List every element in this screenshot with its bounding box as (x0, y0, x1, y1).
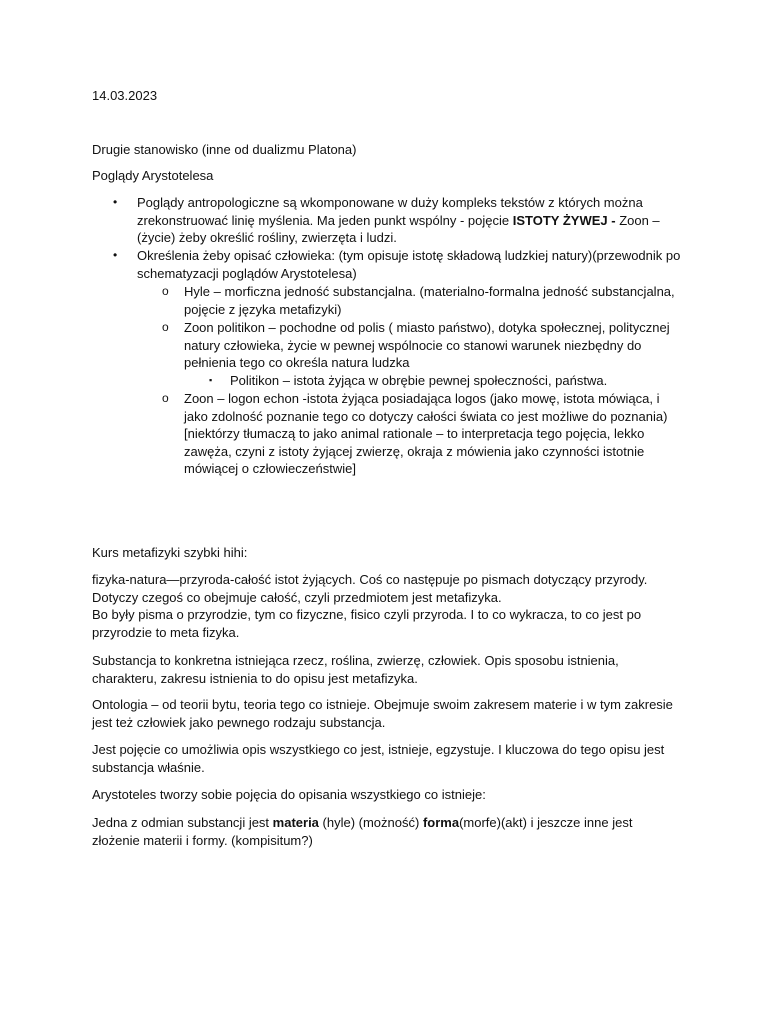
bullet-item-2: Określenia żeby opisać człowieka: (tym opisuje istotę składową ludzkiej natury)(przewodnik po schematyzacji poglądów Arystotelesa) (137, 248, 681, 281)
paragraph-fizyka-line2: Dotyczy czegoś co obejmuje całość, czyli przedmiotem jest metafizyka. (92, 589, 502, 605)
heading-position: Drugie stanowisko (inne od dualizmu Platona) (92, 142, 357, 157)
paragraph-fizyka (92, 571, 682, 641)
paragraph-arystoteles: Arystoteles tworzy sobie pojęcia do opisania wszystkiego co istnieje: (92, 787, 486, 802)
sub-item-zoon-logon-bracket: [niektórzy tłumaczą to jako animal rationale – to interpretacja tego pojęcia, lekko zawęża, czyni z istoty żyjącej zwierzę, okraja z mówienia jako czynności istotnie mówiącej o człowieczeństwie] (184, 426, 645, 476)
sub-item-zoon-politikon: Zoon politikon – pochodne od polis ( miasto państwo), dotyka społecznej, politycznej natury człowieka, życie w pewnej wspólnocie co stanowi warunek niezbędny do pełnienia tego co określa natura ludzka (184, 320, 670, 370)
heading-views: Poglądy Arystotelesa (92, 168, 214, 183)
sub-bullet-marker: o (162, 391, 169, 405)
sub-bullet-marker: o (162, 320, 169, 334)
bullet-marker: • (113, 248, 118, 262)
paragraph-ontologia: Ontologia – od teorii bytu, teoria tego co istnieje. Obejmuje swoim zakresem materie i w tym zakresie jest też człowiek jako pewnego rodzaju substancja. (92, 697, 673, 730)
paragraph-fizyka-line3: Bo były pisma o przyrodzie, tym co fizyczne, fisico czyli przyroda. I to co wykracza, to co jest po przyrodzie to meta fizyka. (92, 607, 642, 640)
bullet-marker: • (113, 195, 118, 209)
para6-text-3: (morfe)(akt) i jeszcze inne jest złożenie materii i formy. (kompisitum?) (92, 815, 633, 848)
sub-bullet-marker: o (162, 284, 169, 298)
paragraph-substancja: Substancja to konkretna istniejąca rzecz, roślina, zwierzę, człowiek. Opis sposobu istnienia, charakteru, zakresu istnienia to do opisu jest metafizyka. (92, 653, 619, 686)
sub-item-zoon-logon-text: Zoon – logon echon -istota żyjąca posiadająca logos (jako mowę, istota mówiąca, i jako zdolność poznanie tego co dotyczy całości świata co jest możliwe do poznania) (184, 391, 668, 424)
paragraph-materia-forma (92, 814, 682, 849)
para6-bold-forma: forma (422, 815, 460, 830)
sub-sub-item-politikon: Politikon – istota żyjąca w obrębie pewnej społeczności, państwa. (230, 373, 608, 388)
para6-bold-materia: materia (272, 815, 319, 830)
bullet-item-1 (137, 194, 685, 247)
date-line: 14.03.2023 (92, 88, 158, 103)
paragraph-pojecie: Jest pojęcie co umożliwia opis wszystkiego co jest, istnieje, egzystuje. I kluczowa do tego opisu jest substancja właśnie. (92, 742, 665, 775)
bullet-item-1-text-a: Poglądy antropologiczne są wkomponowane w duży kompleks tekstów z których można zrekonstruować linię myślenia. Ma jeden punkt wspólny - pojęcie (137, 195, 643, 228)
course-heading: Kurs metafizyki szybki hihi: (92, 545, 248, 560)
bullet-item-1-bold: ISTOTY ŻYWEJ - (512, 212, 616, 228)
sub-sub-bullet-marker: ▪ (209, 375, 213, 385)
sub-item-zoon-logon (184, 390, 684, 478)
bullet-item-1-text-b: Zoon – (życie) żeby określić rośliny, zwierzęta i ludzi. (137, 212, 660, 245)
sub-item-hyle: Hyle – morficzna jedność substancjalna. (materialno-formalna jedność substancjalna, pojęcie z języka metafizyki) (184, 284, 675, 317)
paragraph-fizyka-line1: fizyka-natura—przyroda-całość istot żyjących. Coś co następuje po pismach dotyczący przyrody. (92, 572, 648, 587)
para6-text-1: Jedna z odmian substancji jest (92, 815, 273, 830)
para6-text-2: (hyle) (możność) (318, 815, 423, 830)
